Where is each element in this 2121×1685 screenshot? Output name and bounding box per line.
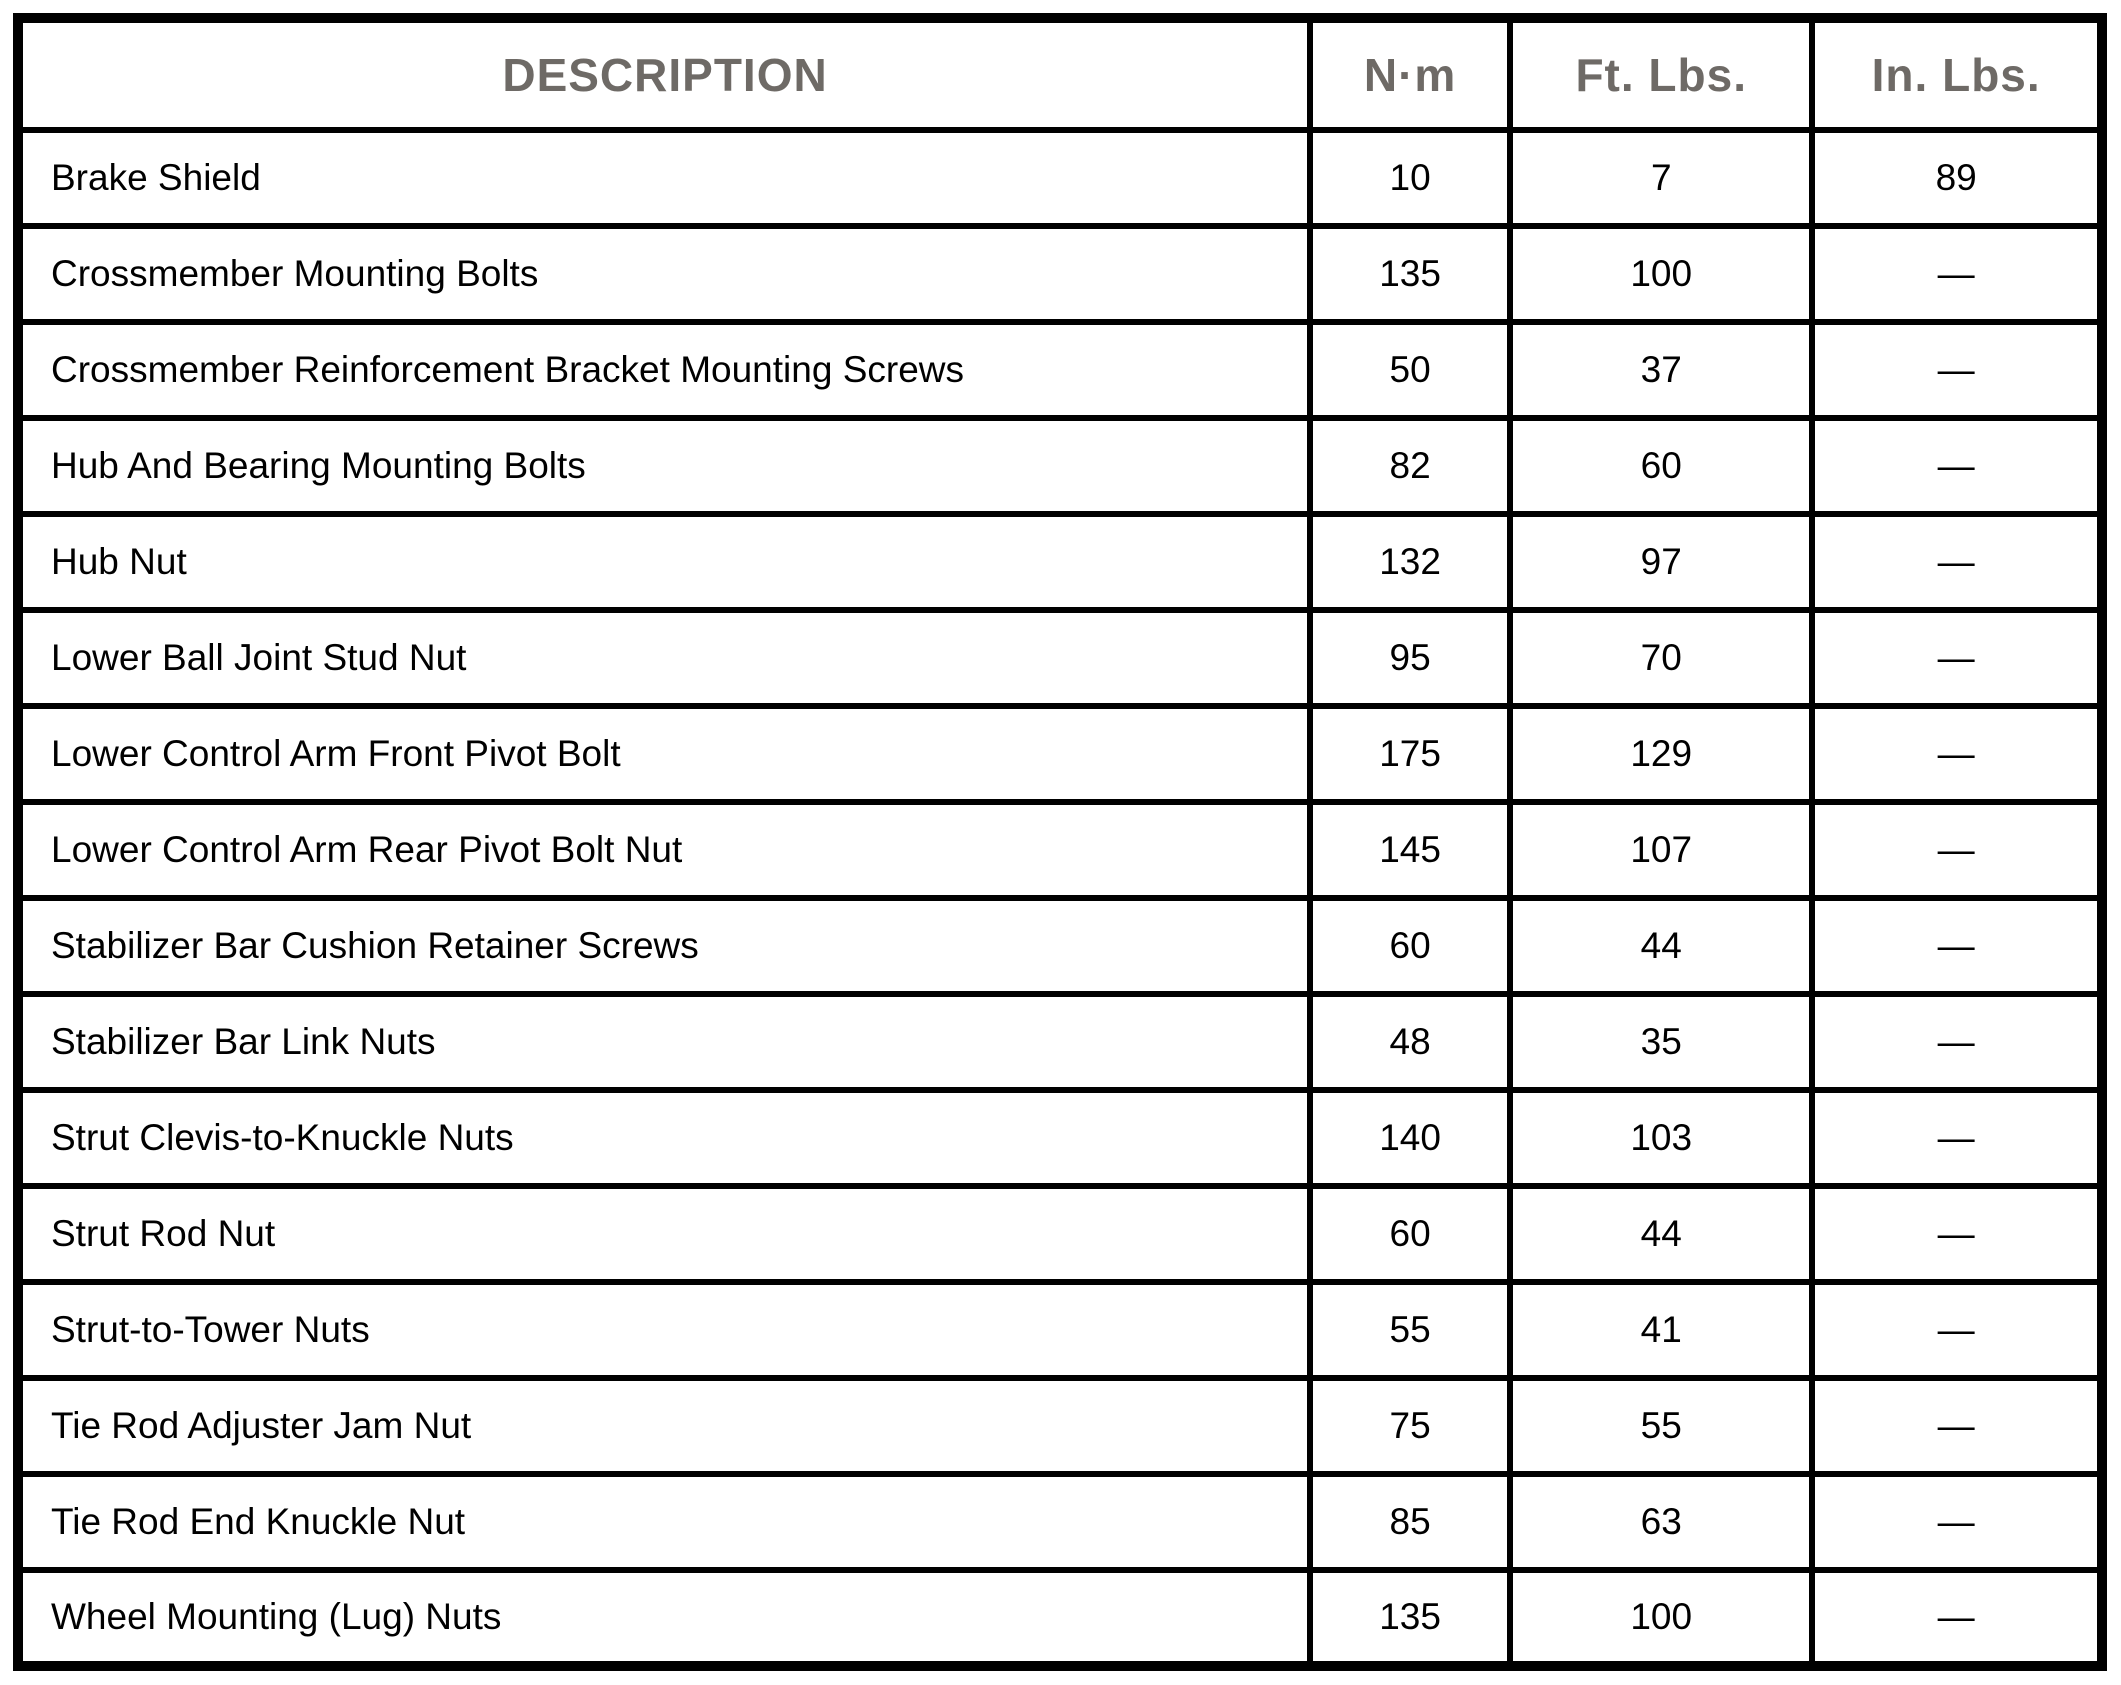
- in-lbs-value-cell: —: [1812, 994, 2102, 1090]
- in-lbs-value-cell: —: [1812, 1090, 2102, 1186]
- in-lbs-value-cell: —: [1812, 226, 2102, 322]
- description-cell: Hub And Bearing Mounting Bolts: [18, 418, 1310, 514]
- nm-value-cell: 85: [1310, 1474, 1510, 1570]
- description-cell: Strut Rod Nut: [18, 1186, 1310, 1282]
- description-cell: Stabilizer Bar Cushion Retainer Screws: [18, 898, 1310, 994]
- description-cell: Tie Rod End Knuckle Nut: [18, 1474, 1310, 1570]
- description-cell: Lower Control Arm Rear Pivot Bolt Nut: [18, 802, 1310, 898]
- table-row: [18, 1282, 2102, 1378]
- nm-value-cell: 10: [1310, 130, 1510, 226]
- in-lbs-value-cell: —: [1812, 418, 2102, 514]
- nm-value-cell: 140: [1310, 1090, 1510, 1186]
- nm-value-cell: 60: [1310, 898, 1510, 994]
- column-header-description: DESCRIPTION: [18, 18, 1310, 130]
- table-row: [18, 898, 2102, 994]
- table-row: [18, 226, 2102, 322]
- description-cell: Crossmember Mounting Bolts: [18, 226, 1310, 322]
- ft-lbs-value-cell: 55: [1510, 1378, 1812, 1474]
- table-row: [18, 1474, 2102, 1570]
- in-lbs-value-cell: 89: [1812, 130, 2102, 226]
- nm-value-cell: 145: [1310, 802, 1510, 898]
- table-row: [18, 418, 2102, 514]
- in-lbs-value-cell: —: [1812, 610, 2102, 706]
- nm-value-cell: 60: [1310, 1186, 1510, 1282]
- ft-lbs-value-cell: 100: [1510, 1570, 1812, 1666]
- ft-lbs-value-cell: 63: [1510, 1474, 1812, 1570]
- description-cell: Wheel Mounting (Lug) Nuts: [18, 1570, 1310, 1666]
- ft-lbs-value-cell: 100: [1510, 226, 1812, 322]
- column-header-nm: N·m: [1310, 18, 1510, 130]
- nm-value-cell: 50: [1310, 322, 1510, 418]
- in-lbs-value-cell: —: [1812, 1378, 2102, 1474]
- ft-lbs-value-cell: 107: [1510, 802, 1812, 898]
- in-lbs-value-cell: —: [1812, 1282, 2102, 1378]
- description-cell: Brake Shield: [18, 130, 1310, 226]
- nm-value-cell: 135: [1310, 226, 1510, 322]
- table-header: [18, 18, 2102, 130]
- nm-value-cell: 132: [1310, 514, 1510, 610]
- ft-lbs-value-cell: 97: [1510, 514, 1812, 610]
- table-body: [18, 130, 2102, 1666]
- table-row: [18, 1378, 2102, 1474]
- in-lbs-value-cell: —: [1812, 898, 2102, 994]
- ft-lbs-value-cell: 70: [1510, 610, 1812, 706]
- ft-lbs-value-cell: 44: [1510, 898, 1812, 994]
- nm-value-cell: 135: [1310, 1570, 1510, 1666]
- table-row: [18, 706, 2102, 802]
- ft-lbs-value-cell: 35: [1510, 994, 1812, 1090]
- column-header-in-lbs: In. Lbs.: [1812, 18, 2102, 130]
- description-cell: Hub Nut: [18, 514, 1310, 610]
- description-cell: Crossmember Reinforcement Bracket Mounting Screws: [18, 322, 1310, 418]
- in-lbs-value-cell: —: [1812, 1474, 2102, 1570]
- nm-value-cell: 75: [1310, 1378, 1510, 1474]
- table-row: [18, 322, 2102, 418]
- nm-value-cell: 175: [1310, 706, 1510, 802]
- table-row: [18, 610, 2102, 706]
- column-header-ft-lbs: Ft. Lbs.: [1510, 18, 1812, 130]
- description-cell: Lower Control Arm Front Pivot Bolt: [18, 706, 1310, 802]
- in-lbs-value-cell: —: [1812, 802, 2102, 898]
- ft-lbs-value-cell: 37: [1510, 322, 1812, 418]
- in-lbs-value-cell: —: [1812, 706, 2102, 802]
- table-row: [18, 994, 2102, 1090]
- ft-lbs-value-cell: 44: [1510, 1186, 1812, 1282]
- nm-value-cell: 82: [1310, 418, 1510, 514]
- ft-lbs-value-cell: 41: [1510, 1282, 1812, 1378]
- in-lbs-value-cell: —: [1812, 1570, 2102, 1666]
- table-row: [18, 130, 2102, 226]
- description-cell: Lower Ball Joint Stud Nut: [18, 610, 1310, 706]
- description-cell: Tie Rod Adjuster Jam Nut: [18, 1378, 1310, 1474]
- ft-lbs-value-cell: 60: [1510, 418, 1812, 514]
- table-row: [18, 1570, 2102, 1666]
- table-row: [18, 514, 2102, 610]
- in-lbs-value-cell: —: [1812, 322, 2102, 418]
- nm-value-cell: 48: [1310, 994, 1510, 1090]
- description-cell: Stabilizer Bar Link Nuts: [18, 994, 1310, 1090]
- ft-lbs-value-cell: 129: [1510, 706, 1812, 802]
- in-lbs-value-cell: —: [1812, 514, 2102, 610]
- table-row: [18, 1186, 2102, 1282]
- ft-lbs-value-cell: 103: [1510, 1090, 1812, 1186]
- in-lbs-value-cell: —: [1812, 1186, 2102, 1282]
- description-cell: Strut Clevis-to-Knuckle Nuts: [18, 1090, 1310, 1186]
- ft-lbs-value-cell: 7: [1510, 130, 1812, 226]
- table-row: [18, 1090, 2102, 1186]
- table-row: [18, 802, 2102, 898]
- torque-spec-table: [13, 13, 2107, 1671]
- nm-value-cell: 95: [1310, 610, 1510, 706]
- description-cell: Strut-to-Tower Nuts: [18, 1282, 1310, 1378]
- nm-value-cell: 55: [1310, 1282, 1510, 1378]
- header-row: [18, 18, 2102, 130]
